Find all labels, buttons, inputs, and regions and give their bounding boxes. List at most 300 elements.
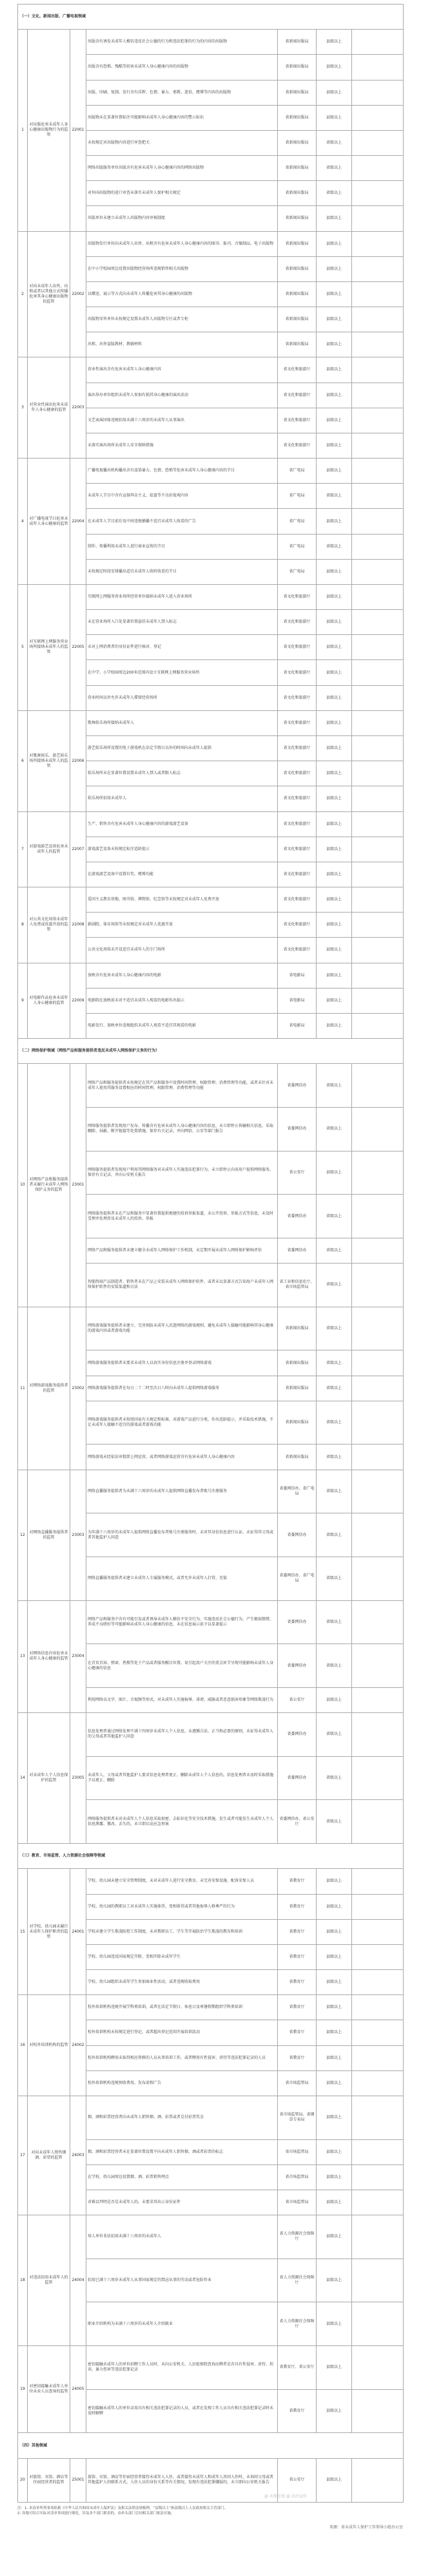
responsible-department: 省文化和旅游厅 bbox=[278, 710, 317, 735]
responsible-department: 省委网信办、省广电局 bbox=[278, 1470, 317, 1513]
enforcement-level: 县级以上 bbox=[317, 913, 352, 938]
remark-cell bbox=[352, 660, 404, 685]
remark-cell bbox=[352, 105, 404, 130]
responsible-department: 省广电局 bbox=[278, 484, 317, 509]
item-content: 制作、传播利用未成年人进行商业宣传的节目 bbox=[86, 534, 278, 559]
item-category: 对网络信息内容危害未成年人身心健康的监管 bbox=[28, 1600, 70, 1713]
enforcement-level: 县级以上 bbox=[317, 635, 352, 660]
enforcement-level: 县级以上 bbox=[317, 938, 352, 963]
enforcement-level: 县级以上 bbox=[317, 307, 352, 332]
item-content: 出版含有诱发未成年人模仿违反社会公德的行为和违法犯罪的行为的内容的出版物 bbox=[86, 30, 278, 55]
item-category: 对密切接触未成年人单位从业人员查询的监管 bbox=[28, 2346, 70, 2433]
item-content: 网络游戏服务提供者未按照国家有关规定和标准，对游戏产品进行分类，作出适龄提示，并采取技术措施，不让未成年人接触不适宜的游戏或者游戏功能 bbox=[86, 1401, 278, 1444]
item-content: 未在营业场所入口处显著位置悬挂未成年人禁入标志 bbox=[86, 610, 278, 635]
responsible-department: 省文化和旅游厅 bbox=[278, 786, 317, 811]
remark-cell bbox=[352, 459, 404, 484]
table-row bbox=[18, 1064, 404, 1108]
remark-cell bbox=[352, 1644, 404, 1688]
remark-cell bbox=[352, 2096, 404, 2139]
row-number: 16 bbox=[18, 1995, 28, 2096]
remark-cell bbox=[352, 80, 404, 105]
responsible-department: 省委网信办 bbox=[278, 1644, 317, 1688]
enforcement-level: 县级以上 bbox=[317, 55, 352, 80]
item-category: 对违法招用未成年人的监管 bbox=[28, 2215, 70, 2346]
responsible-department: 省委网信办 bbox=[278, 1064, 317, 1108]
row-number: 18 bbox=[18, 2215, 28, 2346]
remark-cell bbox=[352, 963, 404, 988]
remark-cell bbox=[352, 2190, 404, 2215]
item-category: 对校外培训机构的监管 bbox=[28, 1995, 70, 2096]
item-code: 23001 bbox=[70, 1064, 86, 1307]
responsible-department: 省新闻出版局 bbox=[278, 55, 317, 80]
enforcement-level: 县级以上 bbox=[317, 1919, 352, 1944]
item-code: 24004 bbox=[70, 2215, 86, 2346]
enforcement-level: 省级以上 bbox=[317, 1107, 352, 1151]
section-title: （一）文化、新闻出版、广播电视领域 bbox=[18, 5, 404, 30]
responsible-department: 省教育厅 bbox=[278, 2020, 317, 2045]
item-content: 在学校、幼儿园周边设置烟、酒、彩票销售网点 bbox=[86, 2164, 278, 2190]
table-row bbox=[18, 2096, 404, 2139]
responsible-department: 省电影局 bbox=[278, 1013, 317, 1038]
item-content: 学校、幼儿园违反国家规定开除、变相开除未成年学生 bbox=[86, 1944, 278, 1969]
responsible-department: 省广电局 bbox=[278, 459, 317, 484]
remark-cell bbox=[352, 761, 404, 786]
row-number: 15 bbox=[18, 1869, 28, 1995]
enforcement-level: 县级以上 bbox=[317, 433, 352, 458]
remark-cell bbox=[352, 1687, 404, 1712]
enforcement-level: 县级以上 bbox=[317, 1151, 352, 1195]
enforcement-level: 省级以上 bbox=[317, 1800, 352, 1844]
remark-cell bbox=[352, 913, 404, 938]
responsible-department: 省教育厅 bbox=[278, 1970, 317, 1995]
remark-cell bbox=[352, 1713, 404, 1757]
item-content: 出版物未在显著位置标注可能影响未成年人身心健康内容的警示标识 bbox=[86, 105, 278, 130]
responsible-department: 省新闻出版局 bbox=[278, 80, 317, 105]
remark-cell bbox=[352, 559, 404, 584]
item-content: 网络直播服务提供者为未满十六周岁的未成年人提供网络直播发布者账号注册服务 bbox=[86, 1470, 278, 1513]
responsible-department: 省人力资源社会保障厅 bbox=[278, 2302, 317, 2346]
responsible-department: 省委网信办 bbox=[278, 1107, 317, 1151]
item-content: 以赠送、展示等方式向未成年人传播危害其身心健康的出版物 bbox=[86, 281, 278, 307]
remark-cell bbox=[352, 1238, 404, 1263]
enforcement-level: 县级以上 bbox=[317, 1869, 352, 1894]
remark-cell bbox=[352, 1919, 404, 1944]
remark-cell bbox=[352, 837, 404, 862]
enforcement-level: 县级以上 bbox=[317, 559, 352, 584]
enforcement-level: 县级以上 bbox=[317, 761, 352, 786]
row-number: 17 bbox=[18, 2096, 28, 2215]
remark-cell bbox=[352, 1970, 404, 1995]
enforcement-level: 县级以上 bbox=[317, 584, 352, 609]
responsible-department: 省委网信办 bbox=[278, 1600, 317, 1644]
remark-cell bbox=[352, 938, 404, 963]
responsible-department: 省文化和旅游厅 bbox=[278, 660, 317, 685]
item-content: 学校、幼儿园未建立安全管理制度，未对未成年人进行安全教育，未完善安保设施、配备安保人员 bbox=[86, 1869, 278, 1894]
item-content: 网络游戏服务提供者在每日二十二时至次日八时向未成年人提供网络游戏服务 bbox=[86, 1376, 278, 1401]
enforcement-level: 省级以上 bbox=[317, 1376, 352, 1401]
enforcement-level: 县级以上 bbox=[317, 30, 352, 55]
remark-cell bbox=[352, 1264, 404, 1307]
section-title: （四）其他领域 bbox=[18, 2433, 404, 2458]
row-number: 13 bbox=[18, 1600, 28, 1713]
row-number: 9 bbox=[18, 963, 28, 1039]
item-content: 游戏游艺设备未按规定标注适龄提示 bbox=[86, 837, 278, 862]
item-content: 用人单位非法招用未满十六周岁的未成年人 bbox=[86, 2215, 278, 2259]
enforcement-level: 县级以上 bbox=[317, 2139, 352, 2164]
remark-cell bbox=[352, 735, 404, 761]
row-number: 7 bbox=[18, 811, 28, 887]
enforcement-level: 省级以上 bbox=[317, 1444, 352, 1470]
responsible-department: 省文化和旅游厅 bbox=[278, 685, 317, 710]
item-content: 文艺表演团体违规招用未满十六周岁的未成年人从事演出 bbox=[86, 408, 278, 433]
responsible-department: 省新闻出版局 bbox=[278, 206, 317, 231]
item-content: 互联网上网服务营业场所经营单位接纳未成年人进入营业场所 bbox=[86, 584, 278, 609]
responsible-department: 省新闻出版局 bbox=[278, 307, 317, 332]
remark-cell bbox=[352, 1307, 404, 1350]
table-row bbox=[18, 459, 404, 484]
remark-cell bbox=[352, 2020, 404, 2045]
responsible-department: 省委网信办 bbox=[278, 1756, 317, 1800]
enforcement-level: 县级以上 bbox=[317, 811, 352, 837]
item-content: 密切接触未成年人的单位招聘工作人员时，未向公安机关、人民检察院查询应聘者是否具有性侵害、虐待、拐卖、暴力伤害等违法犯罪记录 bbox=[86, 2346, 278, 2390]
remark-cell bbox=[352, 281, 404, 307]
table-row bbox=[18, 1713, 404, 1757]
item-content: 网络产品和服务提供者未建立健全未成年人网络保护工作机制，未定期开展未成年人网络保护影响评估 bbox=[86, 1238, 278, 1263]
table-row bbox=[18, 2458, 404, 2502]
enforcement-level: 县级以上 bbox=[317, 2259, 352, 2302]
footnote-2: 2. 各地可结合实际对清单事项进行细化，涉及多个部门职责的，由牵头部门会同相关部门依法实施。 bbox=[17, 2512, 175, 2515]
enforcement-level: 县级以上 bbox=[317, 837, 352, 862]
item-content: 游艺娱乐场所设置的电子游戏机在法定节假日以外的时间向未成年人提供 bbox=[86, 735, 278, 761]
row-number: 10 bbox=[18, 1064, 28, 1307]
enforcement-level: 省级以上 bbox=[317, 130, 352, 155]
remark-cell bbox=[352, 484, 404, 509]
remark-cell bbox=[352, 1013, 404, 1038]
remark-cell bbox=[352, 710, 404, 735]
item-code: 22008 bbox=[70, 887, 86, 963]
row-number: 11 bbox=[18, 1307, 28, 1470]
table-row bbox=[18, 963, 404, 988]
row-number: 6 bbox=[18, 710, 28, 811]
enforcement-level: 县级以上 bbox=[317, 1687, 352, 1712]
remark-cell bbox=[352, 610, 404, 635]
item-category: 对电影作品危害未成年人身心健康的监管 bbox=[28, 963, 70, 1039]
table-row bbox=[18, 357, 404, 383]
remark-cell bbox=[352, 181, 404, 206]
source-note: 来源：省未成年人保护工作领导小组办公室 bbox=[329, 2525, 403, 2530]
enforcement-level: 县级以上 bbox=[317, 2020, 352, 2045]
table-row bbox=[18, 887, 404, 913]
item-code: 22004 bbox=[70, 459, 86, 585]
enforcement-level: 省级以上 bbox=[317, 1470, 352, 1513]
item-content: 娱乐场所招用未成年人 bbox=[86, 786, 278, 811]
item-content: 网络游戏未经依法审批即上网运营，或者网络游戏运营含有危害未成年人身心健康内容 bbox=[86, 1444, 278, 1470]
remark-cell bbox=[352, 1869, 404, 1894]
responsible-department: 省文化和旅游厅 bbox=[278, 913, 317, 938]
row-number: 2 bbox=[18, 231, 28, 357]
item-content: 出版物零售单位未按规定设置未成年人出版物专区或者专柜 bbox=[86, 307, 278, 332]
responsible-department: 省新闻出版局 bbox=[278, 332, 317, 357]
enforcement-level: 县级以上 bbox=[317, 2096, 352, 2139]
item-code: 25001 bbox=[70, 2458, 86, 2502]
item-content: 网络产品和服务提供者未按规定在其产品和服务中设置时间管理、权限管理、消费管理等功能，或者未针对未成年人使用其服务设置相应的时间管理、权限管理、消费管理等功能 bbox=[86, 1064, 278, 1108]
enforcement-level: 县级以上 bbox=[317, 459, 352, 484]
item-category: 对出版危害未成年人身心健康出版物行为的监管 bbox=[28, 30, 70, 231]
enforcement-level: 县级以上 bbox=[317, 2302, 352, 2346]
responsible-department: 省教育厅 bbox=[278, 1894, 317, 1919]
responsible-department: 省人力资源社会保障厅 bbox=[278, 2215, 317, 2259]
item-content: 对难以判明是否是未成年人的，未要求其出示身份证件 bbox=[86, 2190, 278, 2215]
responsible-department: 省公安厅 bbox=[278, 2458, 317, 2502]
remark-cell bbox=[352, 1600, 404, 1644]
item-content: 网络产品和服务中含有可能引发或者诱导未成年人模仿不安全行为、实施违反社会公德行为、产生极端情绪、养成不良嗜好等可能影响未成年人身心健康的信息，未在信息展示前予以显著提示 bbox=[86, 1600, 278, 1644]
item-content: 生产、销售含有危害未成年人身心健康内容的游戏游艺设备 bbox=[86, 811, 278, 837]
section-header-row bbox=[18, 1844, 404, 1869]
enforcement-level: 县级以上 bbox=[317, 1894, 352, 1919]
item-content: 放映含有危害未成年人身心健康内容的电影 bbox=[86, 963, 278, 988]
remark-cell bbox=[352, 2458, 404, 2502]
item-code: 23003 bbox=[70, 1470, 86, 1600]
enforcement-level: 县级以上 bbox=[317, 509, 352, 534]
table-row bbox=[18, 2215, 404, 2259]
enforcement-level: 县级以上 bbox=[317, 1970, 352, 1995]
remark-cell bbox=[352, 534, 404, 559]
row-number: 14 bbox=[18, 1713, 28, 1844]
responsible-department: 省教育厅、省公安厅 bbox=[278, 2346, 317, 2390]
item-code: 22006 bbox=[70, 710, 86, 811]
item-content: 学校未建立学生欺凌防控工作制度，未对教职员工、学生等开展防治学生欺凌的教育和培训 bbox=[86, 1919, 278, 1944]
enforcement-level: 县级以上 bbox=[317, 1995, 352, 2020]
enforcement-level: 县级以上 bbox=[317, 408, 352, 433]
remark-cell bbox=[352, 2259, 404, 2302]
item-category: 对歌舞娱乐、游艺娱乐场所接纳未成年人的监管 bbox=[28, 710, 70, 811]
item-content: 学校、幼儿园的教职员工对未成年人实施体罚、变相体罚或者其他侮辱人格尊严的行为 bbox=[86, 1894, 278, 1919]
enforcement-level: 省级以上 bbox=[317, 1644, 352, 1688]
responsible-department: 省教育厅 bbox=[278, 2045, 317, 2070]
responsible-department: 省教育厅 bbox=[278, 2389, 317, 2433]
responsible-department: 省委网信办、省广电局 bbox=[278, 1557, 317, 1600]
remark-cell bbox=[352, 2346, 404, 2390]
enforcement-level: 省级以上 bbox=[317, 1307, 352, 1350]
enforcement-level: 县级以上 bbox=[317, 710, 352, 735]
enforcement-level: 省级以上 bbox=[317, 1401, 352, 1444]
section-title: （二）网络保护领域（网络产品和服务提供者违反未成年人网络保护义务的行为） bbox=[18, 1039, 404, 1064]
remark-cell bbox=[352, 1800, 404, 1844]
remark-cell bbox=[352, 1513, 404, 1557]
item-content: 电影发行、放映单位违规组织未成年人观看不适宜其观看的电影 bbox=[86, 1013, 278, 1038]
item-content: 未成年人节目中含有宣扬拜金主义、炫富等不良价值观内容 bbox=[86, 484, 278, 509]
row-number: 8 bbox=[18, 887, 28, 963]
row-number: 19 bbox=[18, 2346, 28, 2433]
item-content: 校外培训机构未按规定进行登记，或者超出登记范围开展培训活动 bbox=[86, 2020, 278, 2045]
item-category: 对未成年人个人信息保护的监管 bbox=[28, 1713, 70, 1844]
enforcement-level: 县级以上 bbox=[317, 357, 352, 383]
item-code: 22009 bbox=[70, 963, 86, 1039]
item-content: 校外培训机构聘用未取得相应资格的人员从事培训工作，或者聘用有性侵害、虐待等违法犯罪记录的人员 bbox=[86, 2045, 278, 2070]
enforcement-level: 县级以上 bbox=[317, 1944, 352, 1969]
item-content: 在中小学校园周边设置出版物经营场所违规销售相关出版物 bbox=[86, 256, 278, 281]
item-content: 营业性演出含有危害未成年人身心健康内容 bbox=[86, 357, 278, 383]
remark-cell bbox=[352, 2215, 404, 2259]
responsible-department: 省广电局 bbox=[278, 559, 317, 584]
remark-cell bbox=[352, 1995, 404, 2020]
item-content: 网络直播服务提供者未建立未成年人专属服务模式，或者允许未成年人打赏、充值 bbox=[86, 1557, 278, 1600]
item-content: 演出举办单位组织未成年人参加有损其身心健康的演出活动 bbox=[86, 383, 278, 408]
responsible-department: 省文化和旅游厅 bbox=[278, 433, 317, 458]
responsible-department: 省教育厅 bbox=[278, 1869, 317, 1894]
remark-cell bbox=[352, 206, 404, 231]
footnote-1: 注：1. 本清单所列事项依据《中华人民共和国未成年人保护法》及相关法律法规梳理，“县级以上”指县级以上人民政府相关主管部门。 bbox=[17, 2506, 228, 2510]
item-content: 网络服务提供者未在产品和服务中显著位置提供便捷的投诉举报渠道，未公开投诉、举报方式等信息，未及时受理并处理涉及未成年人的投诉、举报 bbox=[86, 1195, 278, 1238]
responsible-department: 省市场监管局、省烟草专卖局 bbox=[278, 2096, 317, 2139]
remark-cell bbox=[352, 1107, 404, 1151]
item-category: 对学校、幼儿园未履行未成年人保护职责的监管 bbox=[28, 1869, 70, 1995]
enforcement-level: 省级以上 bbox=[317, 1238, 352, 1263]
responsible-department: 省教育厅 bbox=[278, 1919, 317, 1944]
item-content: 职业介绍机构为未满十六周岁的未成年人介绍就业 bbox=[86, 2302, 278, 2346]
responsible-department: 省新闻出版局 bbox=[278, 1307, 317, 1350]
responsible-department: 省文化和旅游厅 bbox=[278, 610, 317, 635]
enforcement-level: 县级以上 bbox=[317, 281, 352, 307]
item-code: 22005 bbox=[70, 584, 86, 710]
item-category: 对游戏游艺设备危害未成年人的监管 bbox=[28, 811, 70, 887]
item-content: 在未成年人节目前后及中间违规插播不适宜未成年人收看的广告 bbox=[86, 509, 278, 534]
remark-cell bbox=[352, 1195, 404, 1238]
remark-cell bbox=[352, 1470, 404, 1513]
enforcement-level: 省级以上 bbox=[317, 484, 352, 509]
table-row bbox=[18, 231, 404, 256]
responsible-department: 省新闻出版局 bbox=[278, 281, 317, 307]
regulatory-items-table bbox=[17, 4, 404, 2503]
enforcement-level: 县级以上 bbox=[317, 231, 352, 256]
enforcement-level: 县级以上 bbox=[317, 988, 352, 1013]
item-content: 校外培训机构违规预收费用、发布虚假广告 bbox=[86, 2070, 278, 2096]
responsible-department: 省新闻出版局 bbox=[278, 181, 317, 206]
item-content: 公共文化场馆未开设适宜未成年人的专门场所 bbox=[86, 938, 278, 963]
item-content: 校外培训机构违规开展学科类培训，或者在法定节假日、休息日及寒暑假期组织学科类培训 bbox=[86, 1995, 278, 2020]
remark-cell bbox=[352, 635, 404, 660]
remark-cell bbox=[352, 509, 404, 534]
enforcement-level: 县级以上 bbox=[317, 660, 352, 685]
remark-cell bbox=[352, 2045, 404, 2070]
table-row bbox=[18, 811, 404, 837]
responsible-department: 省文化和旅游厅 bbox=[278, 735, 317, 761]
remark-cell bbox=[352, 383, 404, 408]
responsible-department: 省文化和旅游厅 bbox=[278, 635, 317, 660]
remark-cell bbox=[352, 1944, 404, 1969]
row-number: 5 bbox=[18, 584, 28, 710]
item-content: 招用已满十六周岁未成年人从事国家规定的禁忌从事的劳动或者危险作业 bbox=[86, 2259, 278, 2302]
enforcement-level: 县级以上 bbox=[317, 2190, 352, 2215]
item-content: 在中学、小学校园周边200米范围内设立互联网上网服务营业场所 bbox=[86, 660, 278, 685]
item-content: 旅馆、宾馆、酒店等住宿经营者接待未成年人入住，或者接待未成年人和成年人共同入住时，未询问父母或者其他监护人的联系方式、入住人员的身份关系等有关情况，发现有违法犯罪嫌疑的，未立即向公安机关报告 bbox=[86, 2458, 278, 2502]
enforcement-level: 县级以上 bbox=[317, 735, 352, 761]
item-content: 未落实演出场所未成年人安全保障措施 bbox=[86, 433, 278, 458]
item-code: 23002 bbox=[70, 1307, 86, 1470]
responsible-department: 省市场监管局 bbox=[278, 2164, 317, 2190]
remark-cell bbox=[352, 862, 404, 887]
remark-cell bbox=[352, 256, 404, 281]
table-row bbox=[18, 2346, 404, 2390]
item-content: 广播电视播出机构播出含有渲染暴力、色情、恐怖等危害未成年人身心健康内容的节目 bbox=[86, 459, 278, 484]
enforcement-level: 县级以上 bbox=[317, 332, 352, 357]
responsible-department: 省文化和旅游厅 bbox=[278, 357, 317, 383]
responsible-department: 省新闻出版局 bbox=[278, 1350, 317, 1376]
responsible-department: 省委网信办 bbox=[278, 1713, 317, 1757]
item-content: 学校、幼儿园组织未成年学生参加商业性活动，或者违规收取费用 bbox=[86, 1970, 278, 1995]
item-content: 烟、酒和彩票经营者向未成年人销售烟、酒、彩票或者兑付彩票奖金 bbox=[86, 2096, 278, 2139]
enforcement-level: 省级以上 bbox=[317, 534, 352, 559]
responsible-department: 省工业和信息化厅、省市场监管局 bbox=[278, 1264, 317, 1307]
enforcement-level: 省级以上 bbox=[317, 156, 352, 181]
item-code: 23004 bbox=[70, 1600, 86, 1713]
remark-cell bbox=[352, 231, 404, 256]
enforcement-level: 县级以上 bbox=[317, 2164, 352, 2190]
remark-cell bbox=[352, 2164, 404, 2190]
enforcement-level: 县级以上 bbox=[317, 2070, 352, 2096]
remark-cell bbox=[352, 1376, 404, 1401]
enforcement-level: 县级以上 bbox=[317, 685, 352, 710]
remark-cell bbox=[352, 1557, 404, 1600]
enforcement-level: 省级以上 bbox=[317, 181, 352, 206]
footnotes bbox=[17, 2506, 403, 2516]
responsible-department: 省公安厅 bbox=[278, 1151, 317, 1195]
responsible-department: 省新闻出版局 bbox=[278, 130, 317, 155]
enforcement-level: 县级以上 bbox=[317, 862, 352, 887]
item-code: 24005 bbox=[70, 2346, 86, 2433]
enforcement-level: 县级以上 bbox=[317, 383, 352, 408]
responsible-department: 省人力资源社会保障厅 bbox=[278, 2259, 317, 2302]
table-row bbox=[18, 1307, 404, 1350]
item-content: 网络服务提供者未对未成年人个人信息采取加密、去标识化等安全技术措施，发生或者可能发生未成年人个人信息泄露、篡改、丢失的，未立即启动应急预案 bbox=[86, 1800, 278, 1844]
enforcement-level: 县级以上 bbox=[317, 2346, 352, 2390]
remark-cell bbox=[352, 1444, 404, 1470]
item-content: 在游戏游艺设备中设置有奖、赌博功能 bbox=[86, 862, 278, 887]
remark-cell bbox=[352, 130, 404, 155]
item-content: 影剧院、体育场馆等未按规定对未成年人优惠开放 bbox=[86, 913, 278, 938]
remark-cell bbox=[352, 307, 404, 332]
remark-cell bbox=[352, 1756, 404, 1800]
enforcement-level: 省级以上 bbox=[317, 1713, 352, 1757]
item-code: 22007 bbox=[70, 811, 86, 887]
responsible-department: 省文化和旅游厅 bbox=[278, 887, 317, 913]
responsible-department: 省委网信办 bbox=[278, 1513, 317, 1557]
item-content: 在首页首屏、弹窗、热搜等处于产品或者服务醒目位置、易引起用户关注的重点环节呈现可能影响未成年人身心健康的信息 bbox=[86, 1644, 278, 1688]
table-row bbox=[18, 710, 404, 735]
remark-cell bbox=[352, 786, 404, 811]
enforcement-level: 县级以上 bbox=[317, 2215, 352, 2259]
responsible-department: 省电影局 bbox=[278, 963, 317, 988]
responsible-department: 省文化和旅游厅 bbox=[278, 383, 317, 408]
item-code: 23005 bbox=[70, 1713, 86, 1844]
responsible-department: 省文化和旅游厅 bbox=[278, 408, 317, 433]
item-code: 22003 bbox=[70, 357, 86, 459]
table-body bbox=[18, 5, 404, 2503]
enforcement-level: 县级以上 bbox=[317, 1013, 352, 1038]
table-row bbox=[18, 1600, 404, 1644]
remark-cell bbox=[352, 1350, 404, 1376]
item-category: 对营业性演出危害未成年人身心健康的监管 bbox=[28, 357, 70, 459]
responsible-department: 省委网信办 bbox=[278, 1195, 317, 1238]
table-row bbox=[18, 30, 404, 55]
table-row bbox=[18, 1869, 404, 1894]
section-header-row bbox=[18, 1039, 404, 1064]
remark-cell bbox=[352, 156, 404, 181]
remark-cell bbox=[352, 433, 404, 458]
enforcement-level: 县级以上 bbox=[317, 80, 352, 105]
item-category: 对网络游戏服务提供者的监管 bbox=[28, 1307, 70, 1470]
enforcement-level: 省级以上 bbox=[317, 1557, 352, 1600]
